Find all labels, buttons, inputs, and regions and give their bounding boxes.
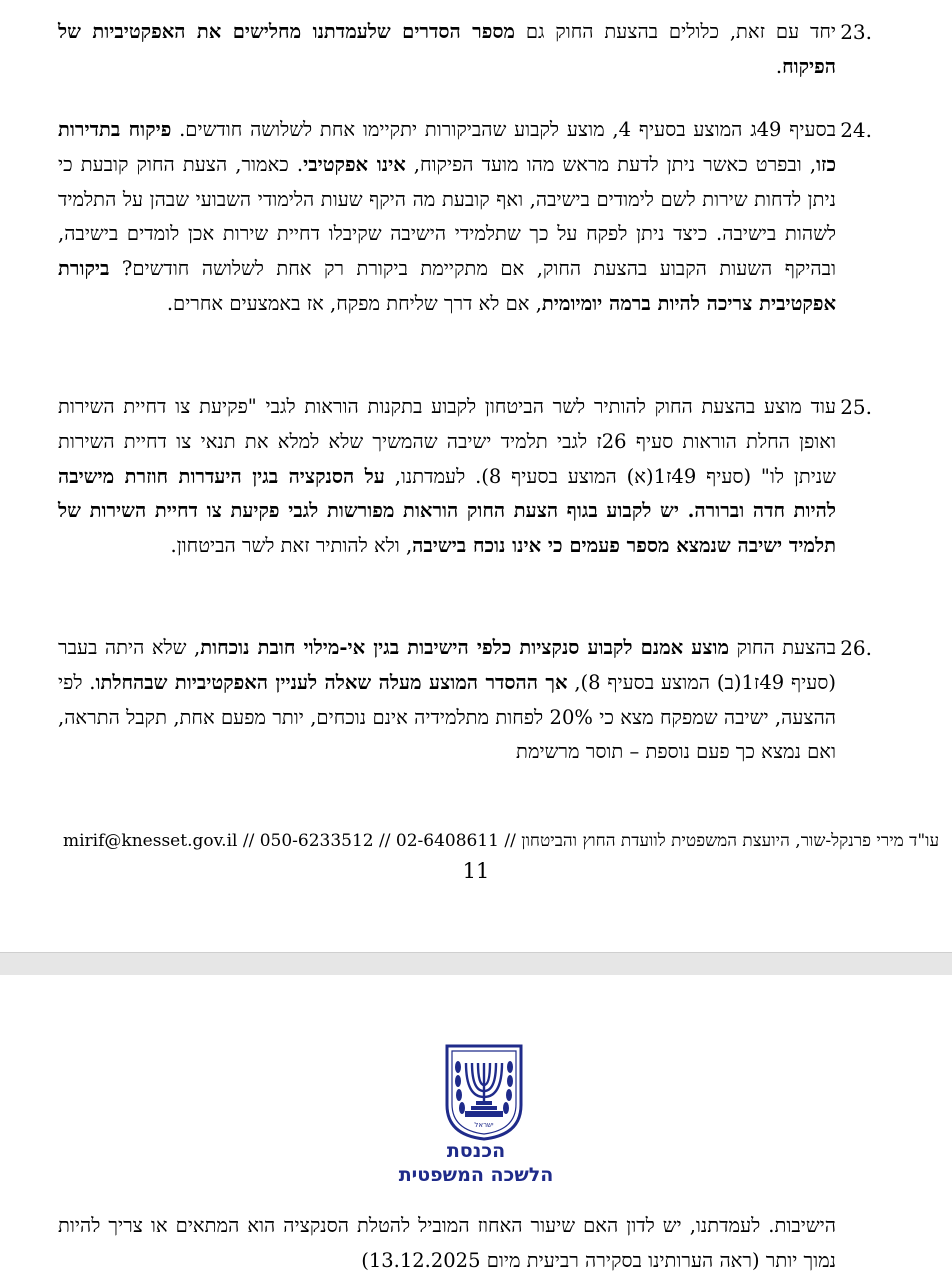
text-segment: , שלא היתה בעבר (סעיף 49ז1(ב) המוצע בסעיף 8), xyxy=(58,636,836,694)
page-separator xyxy=(0,952,952,976)
text-segment: . לפי ההצעה, ישיבה שמפקח מצא כי 20% לפחות מתלמידיה אינם נוכחים, יותר מפעם אחת, תקבל התראה, ואם נמצא כך פעם נוספת – תוסר מרשימת xyxy=(58,670,837,764)
menorah-emblem-icon xyxy=(443,1043,525,1141)
text-segment: , ולא להותיר זאת לשר הביטחון. xyxy=(170,534,413,558)
paragraph-text xyxy=(58,15,836,85)
paragraph-number: 25. xyxy=(840,395,872,419)
paragraph-number: 23. xyxy=(840,20,872,44)
paragraph-text xyxy=(58,113,836,322)
page-footer xyxy=(0,827,952,855)
page-number: 11 xyxy=(462,859,490,883)
text-segment: , אם לא דרך שליחת מפקח, אז באמצעים אחרים. xyxy=(166,291,542,315)
text-segment: , ובפרט כאשר ניתן לדעת מראש מהו מועד הפיקוח, xyxy=(405,152,817,176)
bold-segment: מוצע אמנם לקבוע סנקציות כלפי הישיבות בגין אי-מילוי חובת נוכחות xyxy=(200,636,730,659)
paragraph-text xyxy=(58,390,836,564)
emblem-inscription: ישראל xyxy=(474,1121,494,1129)
bold-segment: מספר הסדרים שלעמדתנו מחלישים את האפקטיביות של הפיקוח xyxy=(58,20,836,78)
bold-segment: פיקוח בתדירות כזו xyxy=(58,118,837,176)
department-name: הלשכה המשפטית xyxy=(398,1164,554,1186)
org-name: הכנסת xyxy=(446,1140,506,1162)
paragraph-number: 24. xyxy=(840,118,872,142)
continuation-text: הישיבות. לעמדתנו, יש לדון האם שיעור האחוז המוביל להטלת הסנקציה הוא המתאים או צריך להיות נמוך יותר (ראה הערותינו בסקירה רביעית מיום 13.12.2025) xyxy=(58,1214,836,1272)
bold-segment: אינו אפקטיבי xyxy=(303,152,406,176)
text-segment: . כאמור, הצעת החוק קובעת כי ניתן לדחות שירות לשם לימודים בישיבה, ואף קובעת מה היקף שעות הלימודי השבועי שבהן על התלמיד לשהות בישיבה. כיצד ניתן לפקח על כך שתלמידי הישיבה שקיבלו דחיית שירות אכן לומדים בישיבה, ובהיקף השעות הקבוע בהצעת החוק, אם מתקיימת ביקורת רק אחת לשלושה חודשים? xyxy=(58,152,836,281)
text-segment: בסעיף 49ג המוצע בסעיף 4, מוצע לקבוע שהביקורות יתקיימו אחת לשלושה חודשים. xyxy=(171,118,836,141)
text-segment: בהצעת החוק xyxy=(729,636,837,659)
bold-segment: על הסנקציה בגין היעדרות חוזרת מישיבה להיות חדה וברורה. יש לקבוע בגוף הצעת החוק הוראות מפורשות לגבי פקיעת צו דחיית השירות של תלמיד ישיבה שנמצא מספר פעמים כי אינו נוכח בישיבה xyxy=(58,464,836,558)
text-segment: יחד עם זאת, כלולים בהצעת החוק גם xyxy=(514,20,836,43)
footer-contact: עו"ד מירי פרנקל-שור, היועצת המשפטית לוועדת החוץ והביטחון // 02-6408611 // 050-6233512 // mirif@knesset.gov.il xyxy=(63,831,940,851)
document-page-next xyxy=(0,975,952,1280)
text-segment: . xyxy=(775,54,783,78)
text-segment: עוד מוצע בהצעת החוק להותיר לשר הביטחון לקבוע בתקנות הוראות לגבי "פקיעת צו דחיית השירות ואופן החלת הוראות סעיף 26ז לגבי תלמיד ישיבה שהמשיך שלא למלא את תנאי צו דחיית השירות שניתן לו" (סעיף 49ז1(א) המוצע בסעיף 8). לעמדתנו, xyxy=(58,395,836,488)
bold-segment: אך ההסדר המוצע מעלה שאלה לעניין האפקטיביות שבהחלתו xyxy=(95,670,568,694)
bold-segment: ביקורת אפקטיבית צריכה להיות ברמה יומיומית xyxy=(58,257,836,315)
paragraph-number: 26. xyxy=(840,636,872,660)
paragraph-text xyxy=(58,631,836,770)
